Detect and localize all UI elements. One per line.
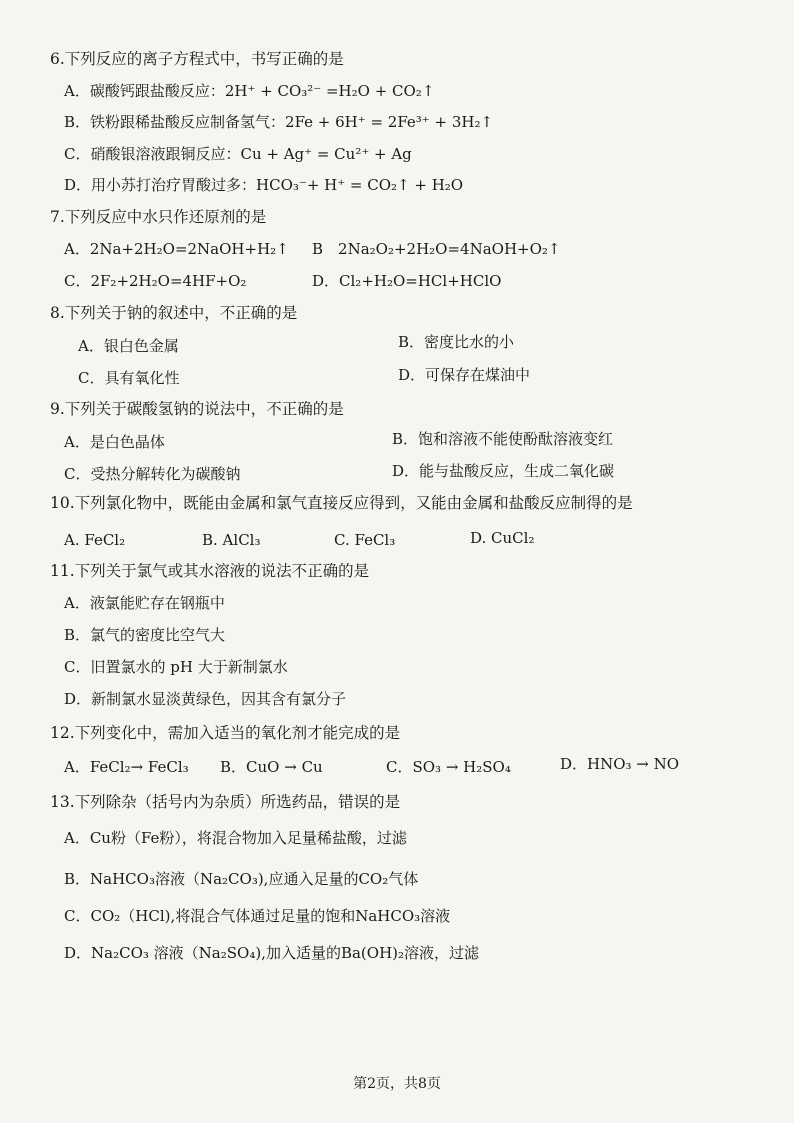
question-11-stem: 11.下列关于氯气或其水溶液的说法不正确的是 <box>50 562 370 580</box>
question-13-option-c: C．CO₂（HCl),将混合气体通过足量的饱和NaHCO₃溶液 <box>64 907 451 925</box>
question-11-option-b: B．氯气的密度比空气大 <box>64 626 226 644</box>
question-11-option-d: D．新制氯水显淡黄绿色，因其含有氯分子 <box>64 690 347 708</box>
question-13-option-d: D．Na₂CO₃ 溶液（Na₂SO₄),加入适量的Ba(OH)₂溶液，过滤 <box>64 944 480 962</box>
question-9-option-d: D．能与盐酸反应，生成二氧化碳 <box>392 462 615 480</box>
question-6-stem: 6.下列反应的离子方程式中，书写正确的是 <box>50 50 344 68</box>
question-11-option-c: C．旧置氯水的 pH 大于新制氯水 <box>64 658 288 676</box>
question-10-option-a: A. FeCl₂ <box>64 531 126 549</box>
question-6-option-b: B．铁粉跟稀盐酸反应制备氢气：2Fe + 6H⁺ = 2Fe³⁺ + 3H₂↑ <box>64 113 494 131</box>
question-10-option-d: D. CuCl₂ <box>470 529 535 547</box>
question-10-stem: 10.下列氯化物中，既能由金属和氯气直接反应得到，又能由金属和盐酸反应制得的是 <box>50 494 633 512</box>
question-9-option-a: A．是白色晶体 <box>64 433 165 451</box>
question-10-option-c: C. FeCl₃ <box>334 531 396 549</box>
question-13-stem: 13.下列除杂（括号内为杂质）所选药品，错误的是 <box>50 793 401 811</box>
page-footer: 第2页，共8页 <box>353 1076 441 1092</box>
question-12-option-d: D．HNO₃ → NO <box>560 755 680 773</box>
question-9-option-c: C．受热分解转化为碳酸钠 <box>64 465 241 483</box>
question-12-option-b: B．CuO → Cu <box>220 758 323 776</box>
question-10-option-b: B. AlCl₃ <box>202 531 261 549</box>
question-8-option-c: C．具有氧化性 <box>78 369 180 387</box>
question-12-option-c: C．SO₃ → H₂SO₄ <box>386 758 511 776</box>
question-11-option-a: A．液氯能贮存在钢瓶中 <box>64 594 225 612</box>
question-12-stem: 12.下列变化中，需加入适当的氧化剂才能完成的是 <box>50 724 401 742</box>
question-6-option-c: C．硝酸银溶液跟铜反应：Cu + Ag⁺ = Cu²⁺ + Ag <box>64 145 412 163</box>
question-7-option-a: A．2Na+2H₂O=2NaOH+H₂↑ <box>64 240 289 258</box>
question-8-option-a: A．银白色金属 <box>78 337 179 355</box>
question-7-option-d: D．Cl₂+H₂O=HCl+HClO <box>312 272 502 290</box>
question-8-option-d: D．可保存在煤油中 <box>398 366 531 384</box>
question-13-option-b: B．NaHCO₃溶液（Na₂CO₃),应通入足量的CO₂气体 <box>64 870 419 888</box>
question-13-option-a: A．Cu粉（Fe粉），将混合物加入足量稀盐酸，过滤 <box>64 829 407 847</box>
question-9-option-b: B．饱和溶液不能使酚酞溶液变红 <box>392 430 614 448</box>
question-6-option-a: A．碳酸钙跟盐酸反应：2H⁺ + CO₃²⁻ =H₂O + CO₂↑ <box>64 82 435 100</box>
question-9-stem: 9.下列关于碳酸氢钠的说法中，不正确的是 <box>50 400 344 418</box>
question-12-option-a: A．FeCl₂→ FeCl₃ <box>64 758 189 776</box>
question-8-stem: 8.下列关于钠的叙述中，不正确的是 <box>50 304 298 322</box>
question-8-option-b: B．密度比水的小 <box>398 333 515 351</box>
question-7-option-c: C．2F₂+2H₂O=4HF+O₂ <box>64 272 247 290</box>
question-7-option-b: B 2Na₂O₂+2H₂O=4NaOH+O₂↑ <box>312 240 561 258</box>
question-6-option-d: D．用小苏打治疗胃酸过多：HCO₃⁻+ H⁺ = CO₂↑ + H₂O <box>64 176 464 194</box>
question-7-stem: 7.下列反应中水只作还原剂的是 <box>50 208 267 226</box>
